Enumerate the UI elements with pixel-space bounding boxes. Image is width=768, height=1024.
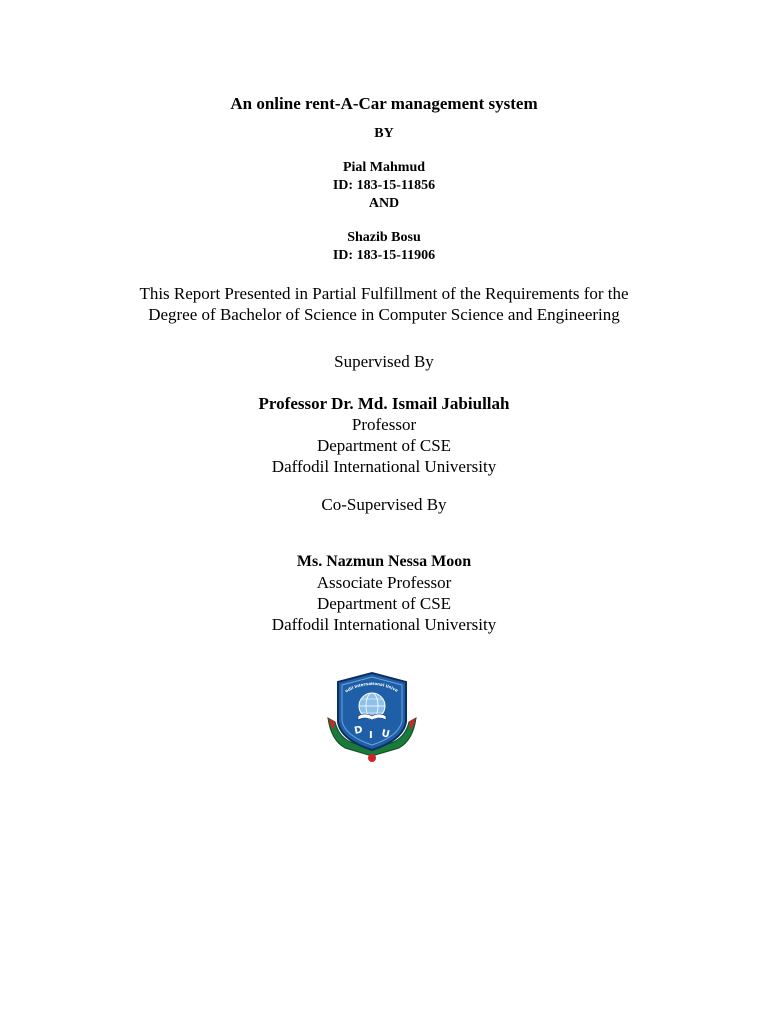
cosupervised-by-label: Co-Supervised By xyxy=(321,495,447,514)
cosupervisor-title: Associate Professor xyxy=(316,573,452,592)
fulfillment-statement-line: Degree of Bachelor of Science in Computer Science and Engineering xyxy=(148,305,620,324)
svg-text:D: D xyxy=(353,724,364,737)
supervisor-title: Professor xyxy=(351,415,417,434)
svg-text:Daffodil International Univers: odil International Unive xyxy=(344,680,399,694)
diu-crest-icon xyxy=(325,670,419,764)
supervised-by-label: Supervised By xyxy=(334,352,434,371)
cosupervisor-department: Department of CSE xyxy=(316,594,452,613)
fulfillment-statement-line: This Report Presented in Partial Fulfillment of the Requirements for the xyxy=(139,284,629,303)
by-label: BY xyxy=(374,126,394,141)
author-name: Pial Mahmud xyxy=(342,160,426,175)
and-label: AND xyxy=(368,196,400,211)
svg-text:U: U xyxy=(380,728,391,741)
supervisor-name: Professor Dr. Md. Ismail Jabiullah xyxy=(258,394,510,413)
cosupervisor-name: Ms. Nazmun Nessa Moon xyxy=(296,553,472,570)
cosupervisor-university: Daffodil International University xyxy=(271,615,497,634)
author-id: ID: 183-15-11856 xyxy=(332,178,436,193)
supervisor-department: Department of CSE xyxy=(316,436,452,455)
author-id: ID: 183-15-11906 xyxy=(332,248,436,263)
report-title: An online rent-A-Car management system xyxy=(230,94,538,113)
author-name: Shazib Bosu xyxy=(347,230,421,245)
svg-text:I: I xyxy=(369,730,373,741)
supervisor-university: Daffodil International University xyxy=(271,457,497,476)
